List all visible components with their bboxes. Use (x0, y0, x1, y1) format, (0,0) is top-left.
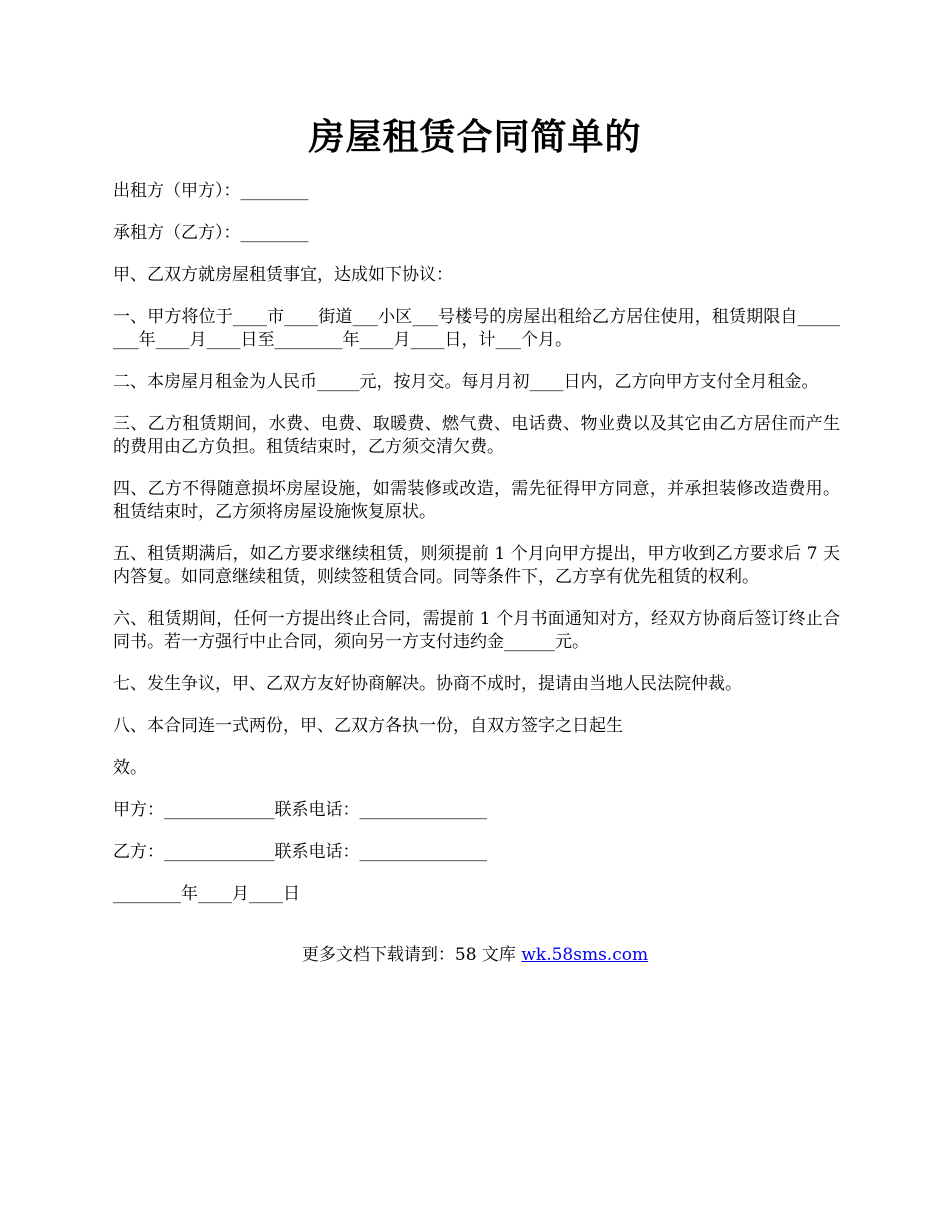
clause-6: 六、租赁期间，任何一方提出终止合同，需提前 1 个月书面通知对方，经双方协商后签订终止合同书。若一方强行中止合同，须向另一方支付违约金______元。 (113, 609, 840, 652)
clause-5: 五、租赁期满后，如乙方要求继续租赁，则须提前 1 个月向甲方提出，甲方收到乙方要求后 7 天内答复。如同意继续租赁，则续签租赁合同。同等条件下，乙方享有优先租赁的权利。 (113, 544, 840, 587)
party-b-signature-line: 乙方：_____________联系电话：_______________ (113, 842, 487, 862)
clause-2: 二、本房屋月租金为人民币_____元，按月交。每月月初____日内，乙方向甲方支付全月租金。 (113, 372, 819, 392)
clause-7: 七、发生争议，甲、乙双方友好协商解决。协商不成时，提请由当地人民法院仲裁。 (113, 674, 742, 694)
party-a-signature-line: 甲方：_____________联系电话：_______________ (113, 800, 487, 820)
lessor-line: 出租方（甲方）：________ (113, 181, 309, 201)
clause-4: 四、乙方不得随意损坏房屋设施，如需装修或改造，需先征得甲方同意，并承担装修改造费用。租赁结束时，乙方须将房屋设施恢复原状。 (113, 479, 840, 522)
date-line: ________年____月____日 (113, 884, 300, 904)
footer-text: 更多文档下载请到：58 文库 (301, 945, 522, 965)
footer-link[interactable]: wk.58sms.com (521, 945, 649, 965)
footer (0, 944, 950, 967)
clause-8-continued: 效。 (113, 758, 147, 778)
agreement-intro: 甲、乙双方就房屋租赁事宜，达成如下协议： (113, 265, 453, 285)
document-body (113, 180, 840, 925)
clause-8: 八、本合同连一式两份，甲、乙双方各执一份，自双方签字之日起生 (113, 716, 623, 736)
clause-1: 一、甲方将位于____市____街道___小区___号楼号的房屋出租给乙方居住使用，租赁期限自________年____月____日至________年____月____日，计___个月。 (113, 307, 840, 350)
document-title: 房屋租赁合同简单的 (308, 116, 642, 158)
clause-3: 三、乙方租赁期间，水费、电费、取暖费、燃气费、电话费、物业费以及其它由乙方居住而产生的费用由乙方负担。租赁结束时，乙方须交清欠费。 (113, 414, 840, 457)
lessee-line: 承租方（乙方）：________ (113, 223, 309, 243)
